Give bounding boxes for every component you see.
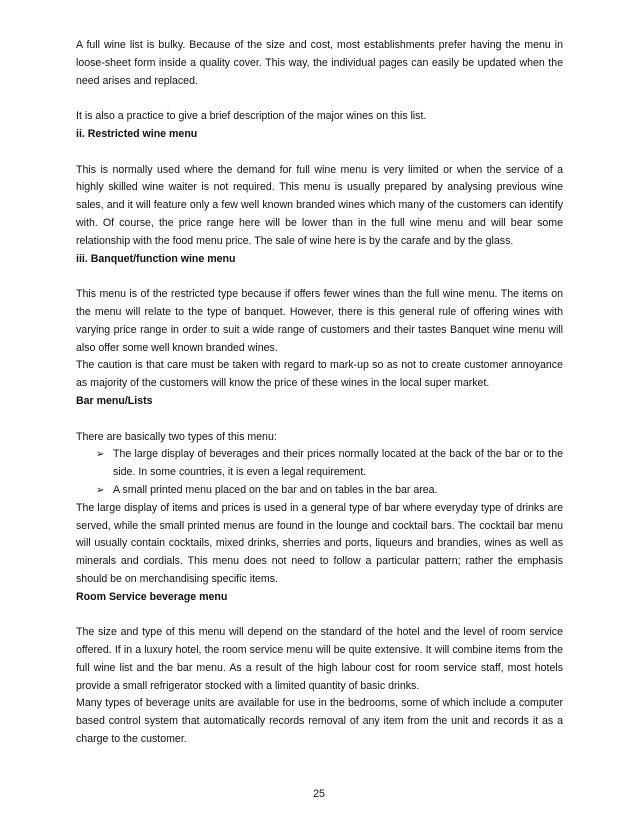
document-page (76, 37, 563, 749)
paragraph-two-types: There are basically two types of this menu: (76, 430, 277, 443)
list-item (96, 482, 563, 500)
heading-restricted-wine-menu: ii. Restricted wine menu (76, 127, 198, 140)
paragraph-large-display: The large display of items and prices is used in a general type of bar where everyday type of drinks are served, while the small printed menus are found in the lounge and cocktail bars. The cocktail bar menu will usually contain cocktails, mixed drinks, sherries and ports, liqueurs and brandies, wines as well as minerals and cordials. This menu does not need to follow a particular pattern; rather the emphasis should be on merchandising specific items. (76, 501, 563, 585)
list-item-text: A small printed menu placed on the bar and on tables in the bar area. (113, 483, 438, 496)
paragraph-beverage-units: Many types of beverage units are available for use in the bedrooms, some of which include a computer based control system that automatically records removal of any item from the unit and records it as a charge to the customer. (76, 697, 563, 746)
paragraph-banquet-menu: This menu is of the restricted type because if offers fewer wines than the full wine menu. The items on the menu will relate to the type of banquet. However, there is this general rule of offering wines with varying price range in order to suit a wide range of customers and their tastes Banquet wine menu will also offer some well known branded wines. (76, 288, 563, 354)
arrow-bullet-icon: ➢ (96, 449, 105, 461)
paragraph-caution: The caution is that care must be taken with regard to mark-up so as not to create customer annoyance as majority of the customers will know the price of these wines in the local super market. (76, 359, 563, 390)
heading-room-service-menu: Room Service beverage menu (76, 590, 228, 603)
heading-banquet-wine-menu: iii. Banquet/function wine menu (76, 252, 236, 265)
heading-bar-menu: Bar menu/Lists (76, 394, 153, 407)
paragraph-room-service: The size and type of this menu will depend on the standard of the hotel and the level of room service offered. If in a luxury hotel, the room service menu will be quite extensive. It will combine items from the full wine list and the bar menu. As a result of the high labour cost for room service staff, most hotels provide a small refrigerator stocked with a limited quantity of basic drinks. (76, 626, 563, 692)
paragraph-brief-description: It is also a practice to give a brief description of the major wines on this list. (76, 110, 427, 123)
paragraph-restricted-menu: This is normally used where the demand for full wine menu is very limited or when the service of a highly skilled wine waiter is not required. This menu is usually prepared by analysing previous wine sales, and it will feature only a few well known branded wines which many of the customers can identify with. Of course, the price range here will be lower than in the full wine menu and will bear some relationship with the food menu price. The sale of wine here is by the carafe and by the glass. (76, 163, 563, 247)
page-number: 25 (313, 788, 325, 800)
paragraph-wine-list-bulky: A full wine list is bulky. Because of the size and cost, most establishments prefer having the menu in loose-sheet form inside a quality cover. This way, the individual pages can easily be updated when the need arises and replaced. (76, 39, 563, 87)
bar-menu-type-list (76, 446, 563, 499)
list-item-text: The large display of beverages and their prices normally located at the back of the bar or to the side. In some countries, it is even a legal requirement. (113, 448, 563, 479)
arrow-bullet-icon: ➢ (96, 484, 105, 496)
list-item (96, 446, 563, 482)
